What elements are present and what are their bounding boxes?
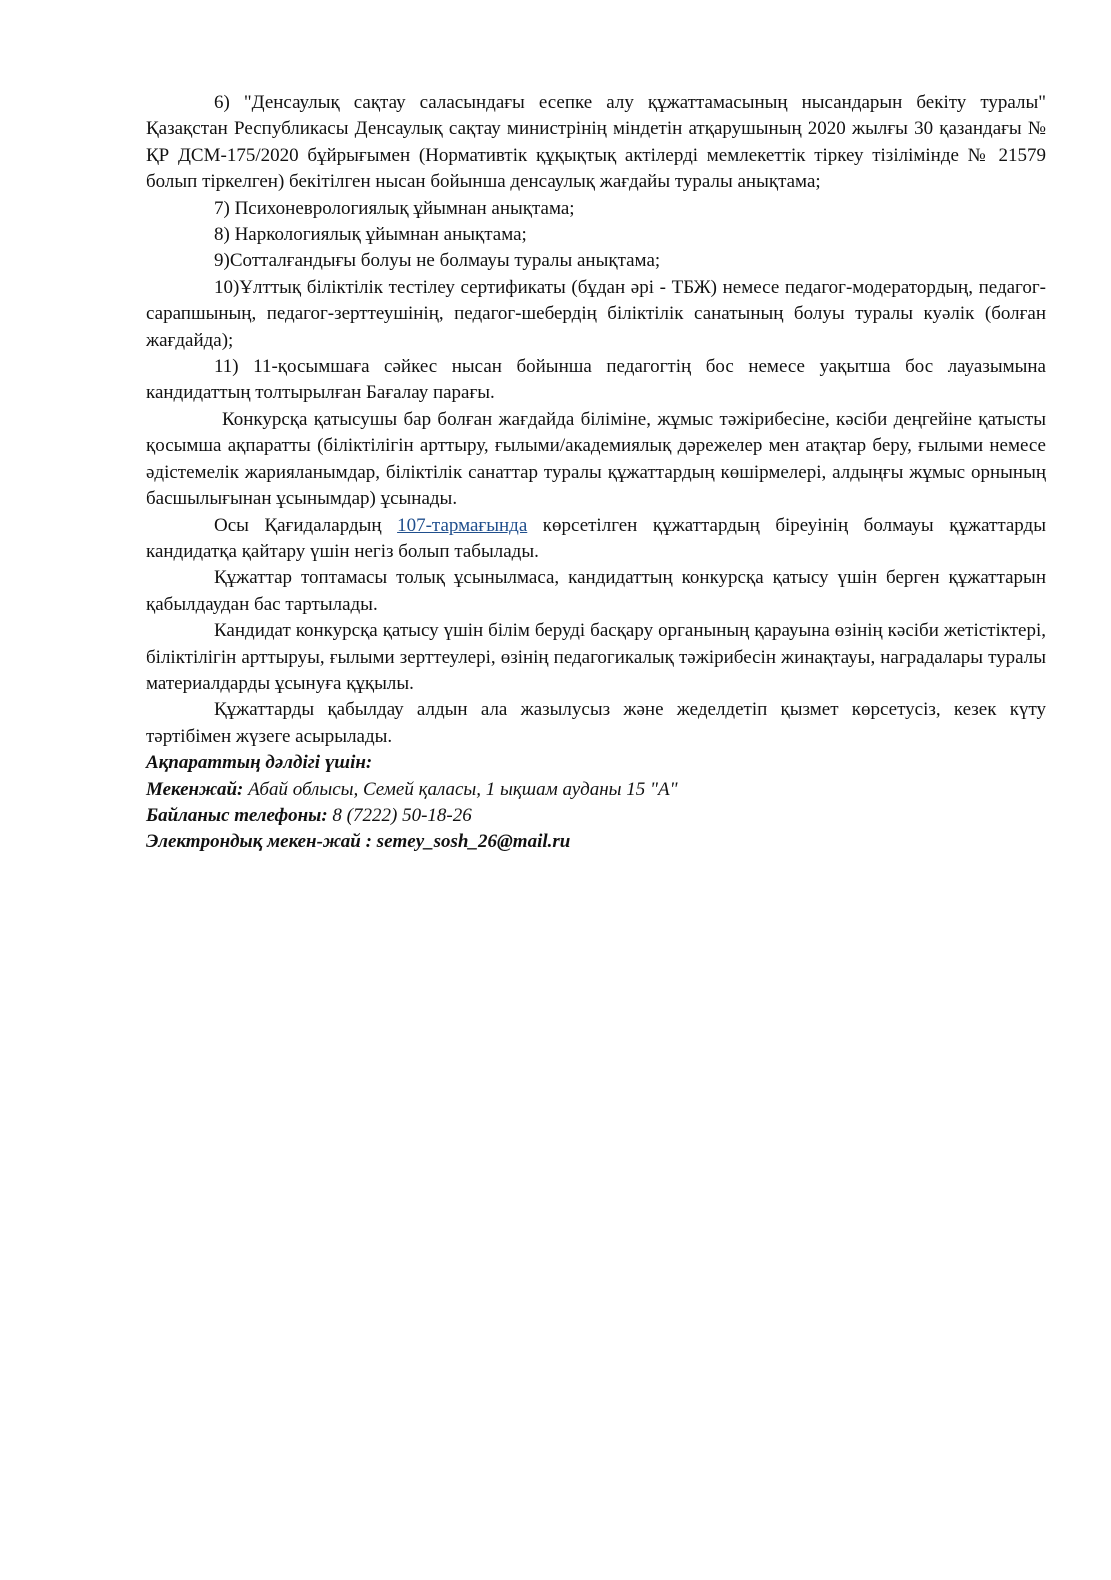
list-item-6: 6) "Денсаулық сақтау саласындағы есепке алу құжаттамасының нысандарын бекіту туралы" Қазақстан Республикасы Денсаулық сақтау министрінің міндетін атқарушының 2020 жылғы 30 қазандағы № ҚР ДСМ-175/2020 бұйрығымен (Нормативтік құқықтық актілерді мемлекеттік тіркеу тізілімінде № 21579 болып тіркелген) бекітілген нысан бойынша денсаулық жағдайы туралы анықтама; — [146, 92, 1046, 193]
clause-107-link[interactable]: 107-тармағында — [397, 514, 528, 536]
address-label: Мекенжай: — [146, 778, 244, 800]
list-item-10: 10)Ұлттық біліктілік тестілеу сертификаты (бұдан әрі - ТБЖ) немесе педагог-модератордың, педагог-сарапшының, педагог-зерттеушінің, педагог-шебердің біліктілік санатының болуы туралы куәлік (болған жағдайда); — [146, 276, 1046, 351]
contact-email: Электрондық мекен-жай : semey_sosh_26@mail.ru — [146, 831, 571, 853]
contact-phone — [146, 803, 1046, 829]
return-text-after: көрсетілген құжаттардың біреуінің болмауы құжаттарды кандидатқа қайтару үшін негіз болып табылады. — [146, 514, 1046, 562]
list-item-9: 9)Сотталғандығы болуы не болмауы туралы анықтама; — [214, 250, 661, 272]
return-text-before: Осы Қағидалардың — [214, 514, 398, 536]
document-page — [146, 90, 1046, 856]
paragraph-additional-info: Конкурсқа қатысушы бар болған жағдайда біліміне, жұмыс тәжірибесіне, кәсіби деңгейіне қатысты қосымша ақпаратты (біліктілігін арттыру, ғылыми/академиялық дәрежелер мен атақтар беру, ғылыми немесе әдістемелік жарияланымдар, біліктілік санаттар туралы құжаттардың көшірмелері, алдыңғы жұмыс орнының басшылығынан ұсынымдар) ұсынады. — [146, 408, 1046, 510]
address-value: Абай облысы, Семей қаласы, 1 ықшам ауданы 15 "А" — [243, 778, 678, 800]
paragraph-candidate-right: Кандидат конкурсқа қатысу үшін білім беруді басқару органының қарауына өзінің кәсіби жетістіктері, біліктілігін арттыруы, ғылыми зерттеулері, өзінің педагогикалық тәжірибесін жинақтауы, наградалары туралы материалдарды ұсынуға құқылы. — [146, 620, 1046, 694]
list-item-11: 11) 11-қосымшаға сәйкес нысан бойынша педагогтің бос немесе уақытша бос лауазымына кандидаттың толтырылған Бағалау парағы. — [146, 356, 1046, 404]
contacts-heading: Ақпараттың дәлдігі үшін: — [146, 752, 373, 774]
paragraph-refusal: Құжаттар топтамасы толық ұсынылмаса, кандидаттың конкурсқа қатысу үшін берген құжаттарын қабылдаудан бас тартылады. — [146, 567, 1046, 615]
phone-value: 8 (7222) 50-18-26 — [327, 804, 472, 826]
phone-label: Байланыс телефоны: — [146, 804, 328, 826]
paragraph-return-documents — [146, 513, 1046, 566]
list-item-7: 7) Психоневрологиялық ұйымнан анықтама; — [214, 197, 575, 219]
contact-address — [146, 777, 1046, 803]
list-item-8: 8) Наркологиялық ұйымнан анықтама; — [214, 224, 527, 246]
paragraph-reception: Құжаттарды қабылдау алдын ала жазылусыз және жеделдетіп қызмет көрсетусіз, кезек күту тәртібімен жүзеге асырылады. — [146, 699, 1046, 747]
